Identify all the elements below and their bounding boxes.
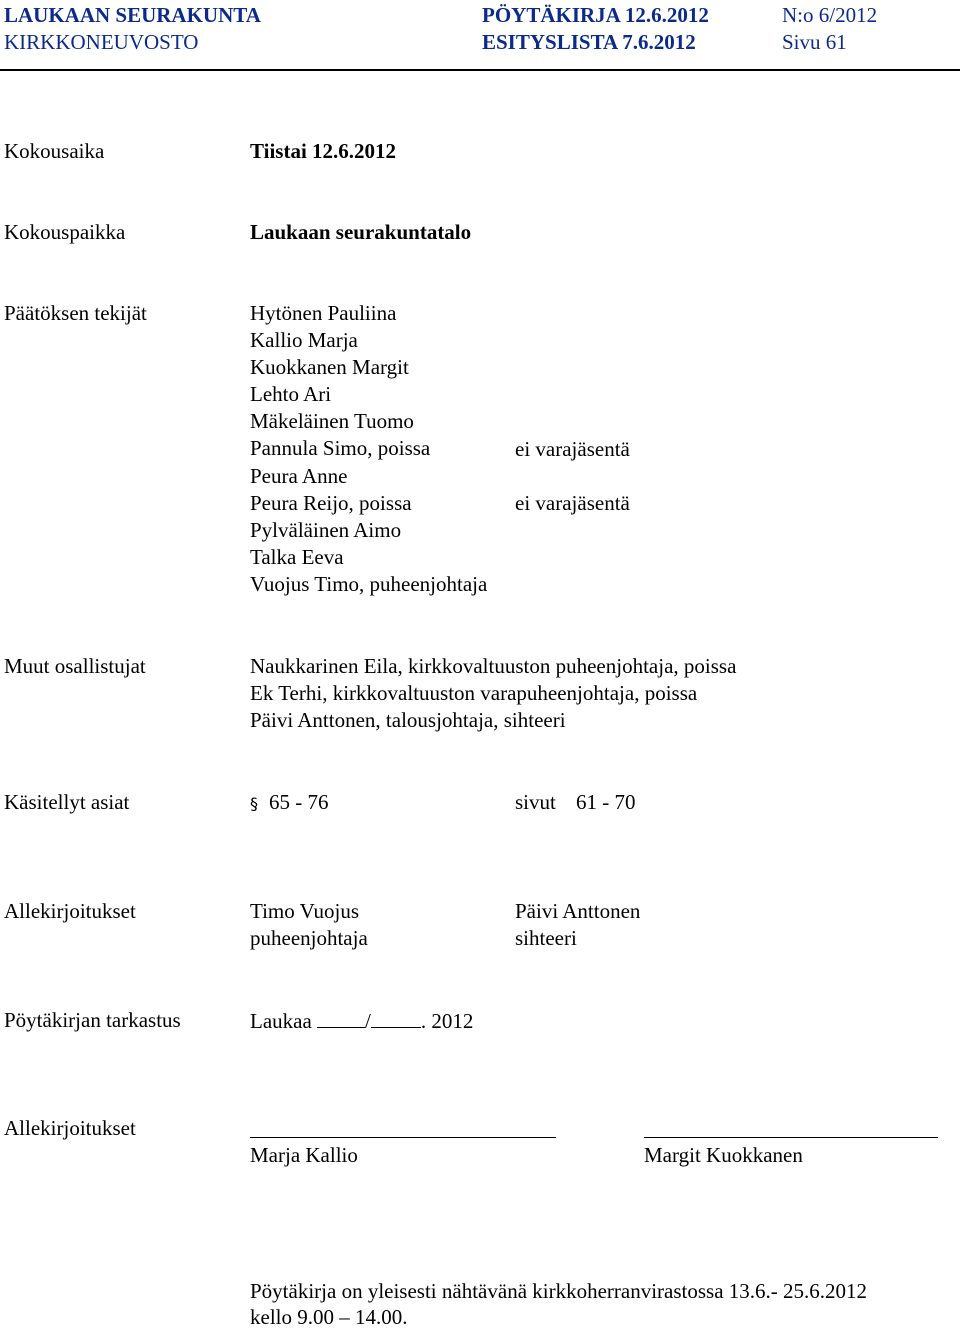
other-participants-label: Muut osallistujat — [4, 654, 146, 678]
items-range: 65 - 76 — [269, 790, 329, 814]
member-note: ei varajäsentä — [515, 491, 630, 515]
header-agenda: ESITYSLISTA 7.6.2012 — [482, 30, 696, 54]
chair-role: puheenjohtaja — [250, 926, 368, 950]
member-name: Hytönen Pauliina — [250, 301, 397, 325]
header-org: LAUKAAN SEURAKUNTA — [4, 3, 261, 27]
chair-name: Timo Vuojus — [250, 899, 360, 923]
notice-line1: Pöytäkirja on yleisesti nähtävänä kirkkoherranvirastossa 13.6.- 25.6.2012 — [250, 1279, 868, 1303]
member-name: Lehto Ari — [250, 382, 332, 407]
participant-line: Päivi Anttonen, talousjohtaja, sihteeri — [250, 708, 566, 732]
day-blank — [317, 1007, 365, 1028]
meeting-time-value: Tiistai 12.6.2012 — [250, 139, 397, 163]
participant-line: Naukkarinen Eila, kirkkovaltuuston puheenjohtaja, poissa — [250, 654, 737, 678]
header-number: N:o 6/2012 — [782, 3, 878, 27]
header-minutes: PÖYTÄKIRJA 12.6.2012 — [482, 3, 709, 27]
member-name: Talka Eeva — [250, 544, 344, 569]
month-blank — [371, 1007, 421, 1028]
reviewer2-name: Margit Kuokkanen — [644, 1143, 803, 1167]
review-place: Laukaa — [250, 1009, 312, 1033]
member-name: Kuokkanen Margit — [250, 355, 409, 380]
signatures-label: Allekirjoitukset — [4, 899, 136, 923]
meeting-place-label: Kokouspaikka — [4, 220, 126, 244]
secretary-name: Päivi Anttonen — [515, 899, 641, 923]
items-label: Käsitellyt asiat — [4, 790, 130, 814]
review-label: Pöytäkirjan tarkastus — [4, 1008, 181, 1032]
meeting-place-value: Laukaan seurakuntatalo — [250, 220, 472, 244]
review-slash: / — [365, 1009, 371, 1033]
secretary-role: sihteeri — [515, 926, 577, 950]
signature-line — [250, 1137, 556, 1138]
review-signatures-label: Allekirjoitukset — [4, 1116, 136, 1140]
pages-range: 61 - 70 — [576, 790, 636, 814]
member-name: Peura Anne — [250, 463, 348, 488]
participant-line: Ek Terhi, kirkkovaltuuston varapuheenjohtaja, poissa — [250, 681, 698, 705]
member-name: Kallio Marja — [250, 328, 358, 353]
section-sign: § — [250, 794, 258, 813]
review-year: . 2012 — [420, 1009, 474, 1033]
notice-line2: kello 9.00 – 14.00. — [250, 1305, 408, 1329]
member-name: Pylväläinen Aimo — [250, 517, 402, 542]
decision-makers-list — [250, 300, 487, 598]
review-date-line — [250, 1007, 473, 1035]
header-rule — [0, 69, 960, 71]
header-body-name: KIRKKONEUVOSTO — [4, 30, 199, 54]
member-name: Vuojus Timo, puheenjohtaja — [250, 571, 488, 596]
header-page: Sivu 61 — [782, 30, 847, 54]
member-name: Mäkeläinen Tuomo — [250, 409, 414, 434]
signature-line — [644, 1137, 938, 1138]
reviewer1-name: Marja Kallio — [250, 1143, 358, 1167]
member-name: Peura Reijo, poissa — [250, 490, 412, 515]
member-note: ei varajäsentä — [515, 437, 630, 461]
pages-label: sivut — [515, 790, 556, 814]
decision-makers-label: Päätöksen tekijät — [4, 301, 147, 325]
meeting-time-label: Kokousaika — [4, 139, 105, 163]
member-name: Pannula Simo, poissa — [250, 436, 431, 461]
